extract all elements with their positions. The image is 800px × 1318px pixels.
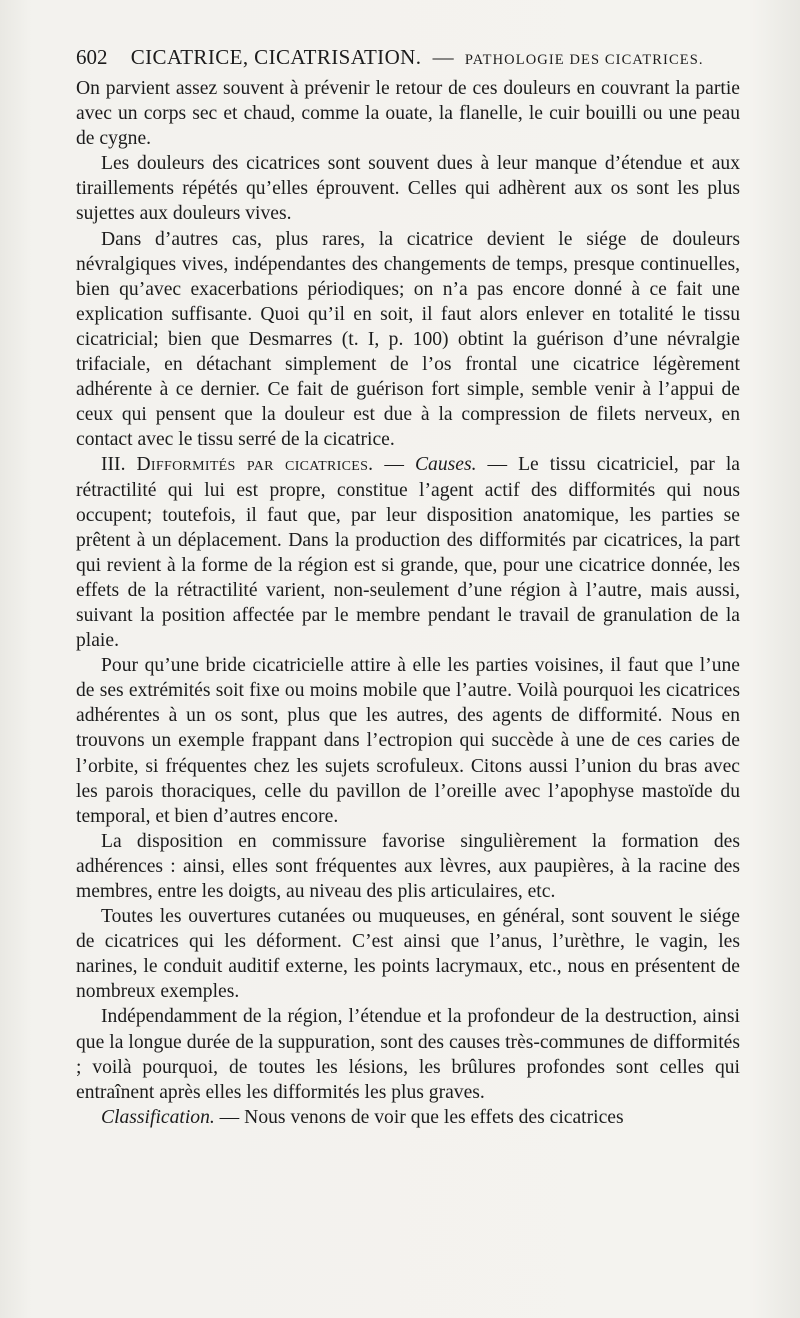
- running-title: CICATRICE, CICATRISATION.: [130, 45, 422, 69]
- classification-heading: Classification.: [101, 1106, 215, 1128]
- section-iii-text: Le tissu cicatriciel, par la rétractilité qui lui est propre, constitue l’agent actif des difformités qui nous occupent; toutefois, il faut que, par leur disposition anatomique, les parties se prêtent à un déplacement. Dans la production des difformités par cicatrices, la part qui revient à la forme de la région est si grande, que, pour une cicatrice donnée, les effets de la rétractilité varient, non-seulement d’une région à l’autre, mais aussi, suivant la position affectée par le membre pendant le travail de granulation de la plaie.: [76, 454, 740, 652]
- page-number: 602: [76, 45, 108, 69]
- header-separator: —: [432, 45, 454, 69]
- paragraph-5: Pour qu’une bride cicatricielle attire à elle les parties voisines, il faut que l’une de ses extrémités soit fixe ou moins mobile que l’autre. Voilà pourquoi les cicatrices adhérentes à un os sont, plus que les autres, des agents de difformité. Nous en trouvons un exemple frappant dans l’ectropion qui succède à une de ces caries de l’orbite, si fréquentes chez les sujets scrofuleux. Citons aussi l’union du bras avec les parois thoraciques, celle du pavillon de l’oreille avec l’apophyse mastoïde du temporal, et bien d’autres encore.: [76, 655, 740, 827]
- main-text: [76, 76, 740, 1130]
- page-header: [76, 40, 740, 74]
- classification-paragraph: [76, 1105, 740, 1130]
- section-heading: Difformités par cicatrices.: [136, 454, 374, 476]
- classification-dash: —: [219, 1106, 240, 1128]
- section-title: PATHOLOGIE DES CICATRICES.: [464, 52, 704, 68]
- paragraph-7: Toutes les ouvertures cutanées ou muqueuses, en général, sont souvent le siége de cicatrices qui les déforment. C’est ainsi que l’anus, l’urèthre, le vagin, les narines, le conduit auditif externe, les points lacrymaux, etc., nous en présentent de nombreux exemples.: [76, 906, 740, 1003]
- section-subheading: Causes.: [414, 454, 477, 476]
- classification-text: Nous venons de voir que les effets des cicatrices: [244, 1106, 624, 1128]
- paragraph-1: On parvient assez souvent à prévenir le retour de ces douleurs en couvrant la partie avec un corps sec et chaud, comme la ouate, la flanelle, le cuir bouilli ou une peau de cygne.: [76, 78, 740, 150]
- section-number: III.: [101, 454, 126, 476]
- paragraph-2: Les douleurs des cicatrices sont souvent dues à leur manque d’étendue et aux tiraillements répétés qu’elles éprouvent. Celles qui adhèrent aux os sont les plus sujettes aux douleurs vives.: [76, 153, 740, 225]
- section-heading-dash: —: [384, 454, 404, 476]
- paragraph-8: Indépendamment de la région, l’étendue et la profondeur de la destruction, ainsi que la longue durée de la suppuration, sont des causes très-communes de difformités ; voilà pourquoi, de toutes les lésions, les brûlures profondes sont celles qui entraînent après elles les difformités les plus graves.: [76, 1006, 740, 1103]
- section-iii-paragraph: [76, 452, 740, 653]
- paragraph-3: Dans d’autres cas, plus rares, la cicatrice devient le siége de douleurs névralgiques vives, indépendantes des changements de temps, presque continuelles, bien qu’avec exacerbations périodiques; on n’a pas encore donné à ce fait une explication suffisante. Quoi qu’il en soit, il faut alors enlever en totalité le tissu cicatricial; bien que Desmarres (t. I, p. 100) obtint la guérison d’une névralgie trifaciale, en détachant simplement de l’os frontal une cicatrice légèrement adhérente à ce dernier. Ce fait de guérison fort simple, semble venir à l’appui de ceux qui pensent que la douleur est due à la compression de filets nerveux, en contact avec le tissu serré de la cicatrice.: [76, 228, 740, 451]
- paragraph-6: La disposition en commissure favorise singulièrement la formation des adhérences : ainsi, elles sont fréquentes aux lèvres, aux paupières, à la racine des membres, entre les doigts, au niveau des plis articulaires, etc.: [76, 830, 740, 902]
- section-subheading-dash: —: [487, 454, 508, 476]
